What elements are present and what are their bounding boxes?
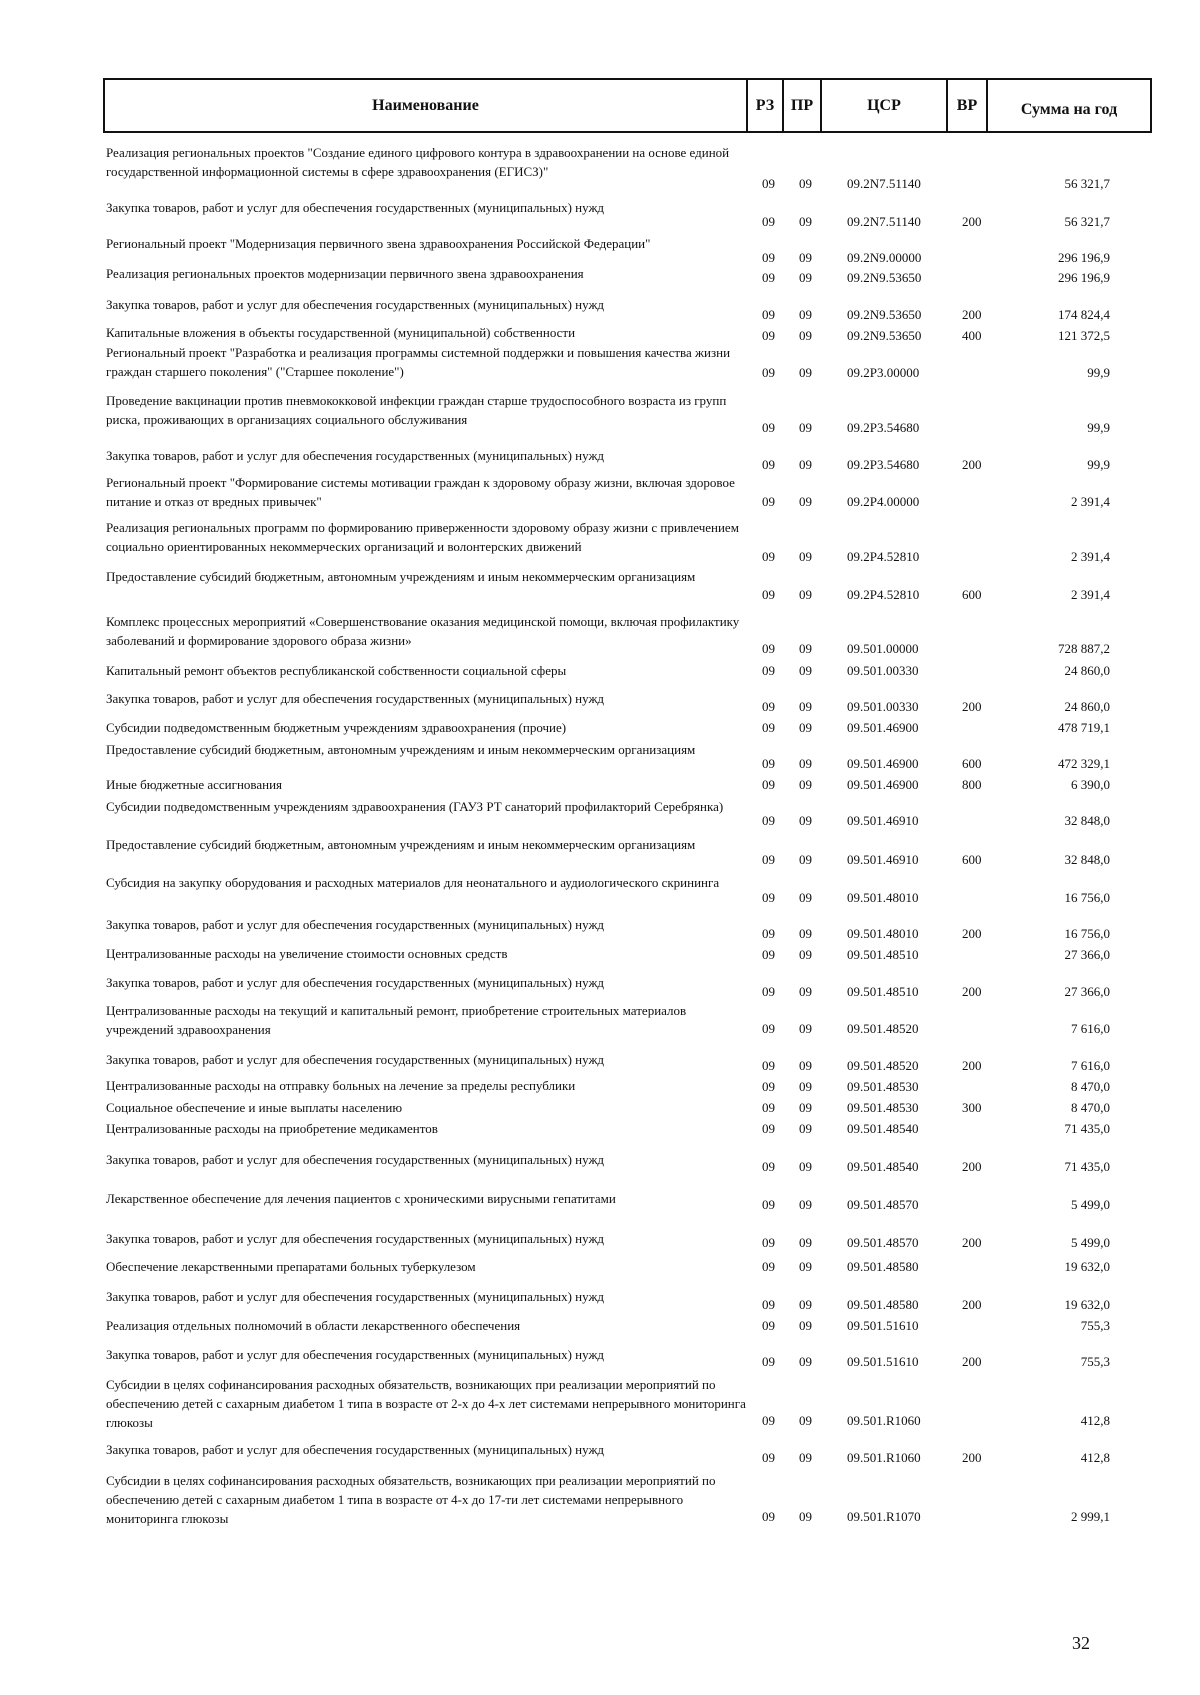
row-pr: 09	[799, 926, 812, 941]
row-name: Субсидии подведомственным учреждениям здравоохранения (ГАУЗ РТ санаторий профилакторий Серебрянка)	[106, 799, 724, 814]
row-name: Закупка товаров, работ и услуг для обеспечения государственных (муниципальных) нужд	[106, 1347, 605, 1362]
row-pr: 09	[799, 852, 812, 867]
row-sum: 99,9	[1087, 457, 1110, 472]
row-vr: 200	[962, 1058, 982, 1073]
row-pr: 09	[799, 328, 812, 343]
row-rz: 09	[762, 420, 775, 435]
row-sum: 6 390,0	[1071, 777, 1110, 792]
row-vr: 200	[962, 1297, 982, 1312]
row-pr: 09	[799, 270, 812, 285]
row-rz: 09	[762, 1509, 775, 1524]
row-pr: 09	[799, 890, 812, 905]
row-pr: 09	[799, 307, 812, 322]
row-name: Субсидии подведомственным бюджетным учреждениям здравоохранения (прочие)	[106, 720, 567, 735]
row-name: Иные бюджетные ассигнования	[106, 777, 283, 792]
row-csr: 09.2N9.53650	[847, 328, 922, 343]
row-pr: 09	[799, 1413, 812, 1428]
row-pr: 09	[799, 777, 812, 792]
row-sum: 5 499,0	[1071, 1235, 1110, 1250]
row-sum: 99,9	[1087, 420, 1110, 435]
page-number: 32	[1072, 1633, 1090, 1653]
row-sum: 755,3	[1080, 1354, 1110, 1369]
row-csr: 09.501.00330	[847, 663, 919, 678]
row-sum: 7 616,0	[1071, 1058, 1110, 1073]
row-rz: 09	[762, 777, 775, 792]
header-rz: РЗ	[748, 80, 784, 131]
header-sum: Сумма на год	[1020, 100, 1118, 118]
row-name: Региональный проект "Разработка и реализация программы системной поддержки и повышения качества жизни граждан старшего поколения" ("Старшее поколение")	[106, 345, 731, 379]
row-pr: 09	[799, 1318, 812, 1333]
row-vr: 200	[962, 699, 982, 714]
row-name: Закупка товаров, работ и услуг для обеспечения государственных (муниципальных) нужд	[106, 200, 605, 215]
row-rz: 09	[762, 720, 775, 735]
row-rz: 09	[762, 1297, 775, 1312]
row-csr: 09.501.48570	[847, 1197, 919, 1212]
row-rz: 09	[762, 1159, 775, 1174]
row-vr: 200	[962, 926, 982, 941]
row-sum: 412,8	[1080, 1413, 1110, 1428]
row-sum: 174 824,4	[1058, 307, 1110, 322]
row-sum: 2 391,4	[1071, 549, 1110, 564]
row-name: Закупка товаров, работ и услуг для обеспечения государственных (муниципальных) нужд	[106, 975, 605, 990]
header-pr: ПР	[784, 80, 822, 131]
row-sum: 121 372,5	[1058, 328, 1110, 343]
row-sum: 24 860,0	[1064, 699, 1110, 714]
row-pr: 09	[799, 1159, 812, 1174]
row-rz: 09	[762, 549, 775, 564]
row-pr: 09	[799, 756, 812, 771]
row-name: Капитальные вложения в объекты государственной (муниципальной) собственности	[106, 325, 576, 340]
row-rz: 09	[762, 1235, 775, 1250]
row-pr: 09	[799, 494, 812, 509]
row-rz: 09	[762, 947, 775, 962]
row-name: Централизованные расходы на увеличение стоимости основных средств	[106, 946, 508, 961]
row-sum: 56 321,7	[1064, 176, 1110, 191]
row-rz: 09	[762, 270, 775, 285]
row-name: Централизованные расходы на отправку больных на лечение за пределы республики	[106, 1078, 576, 1093]
row-name: Субсидия на закупку оборудования и расходных материалов для неонатального и аудиологического скрининга	[106, 875, 720, 890]
row-name: Проведение вакцинации против пневмококковой инфекции граждан старше трудоспособного возраста из групп риска, проживающих в организациях социального обслуживания	[106, 393, 727, 427]
row-csr: 09.501.48010	[847, 890, 919, 905]
row-sum: 19 632,0	[1064, 1259, 1110, 1274]
row-pr: 09	[799, 1509, 812, 1524]
row-csr: 09.501.00330	[847, 699, 919, 714]
row-pr: 09	[799, 1235, 812, 1250]
row-rz: 09	[762, 328, 775, 343]
row-pr: 09	[799, 1354, 812, 1369]
row-pr: 09	[799, 420, 812, 435]
row-csr: 09.2P4.52810	[847, 587, 920, 602]
row-vr: 200	[962, 984, 982, 999]
row-csr: 09.501.48570	[847, 1235, 919, 1250]
row-pr: 09	[799, 1197, 812, 1212]
row-pr: 09	[799, 641, 812, 656]
row-rz: 09	[762, 1197, 775, 1212]
row-sum: 2 999,1	[1071, 1509, 1110, 1524]
row-name: Закупка товаров, работ и услуг для обеспечения государственных (муниципальных) нужд	[106, 917, 605, 932]
row-csr: 09.501.48510	[847, 984, 919, 999]
row-vr: 200	[962, 214, 982, 229]
row-csr: 09.2P3.00000	[847, 365, 920, 380]
row-pr: 09	[799, 1450, 812, 1465]
row-pr: 09	[799, 813, 812, 828]
row-rz: 09	[762, 663, 775, 678]
row-csr: 09.501.48540	[847, 1159, 919, 1174]
row-sum: 8 470,0	[1071, 1100, 1110, 1115]
row-rz: 09	[762, 494, 775, 509]
row-csr: 09.2N7.51140	[847, 176, 921, 191]
row-pr: 09	[799, 984, 812, 999]
row-name: Реализация региональных проектов "Создание единого цифрового контура в здравоохранении на основе единой государственной информационной системы в сфере здравоохранения (ЕГИСЗ)"	[106, 145, 730, 179]
row-csr: 09.501.51610	[847, 1318, 919, 1333]
row-sum: 478 719,1	[1058, 720, 1110, 735]
row-vr: 600	[962, 756, 982, 771]
row-sum: 71 435,0	[1064, 1121, 1110, 1136]
row-rz: 09	[762, 1413, 775, 1428]
row-csr: 09.2N9.53650	[847, 307, 922, 322]
row-pr: 09	[799, 549, 812, 564]
row-rz: 09	[762, 756, 775, 771]
row-rz: 09	[762, 457, 775, 472]
row-csr: 09.2N9.53650	[847, 270, 922, 285]
row-rz: 09	[762, 984, 775, 999]
row-name: Предоставление субсидий бюджетным, автономным учреждениям и иным некоммерческим организациям	[106, 837, 696, 852]
row-pr: 09	[799, 1058, 812, 1073]
row-csr: 09.501.48530	[847, 1100, 919, 1115]
row-csr: 09.2P4.00000	[847, 494, 920, 509]
row-csr: 09.501.48530	[847, 1079, 919, 1094]
row-rz: 09	[762, 813, 775, 828]
row-pr: 09	[799, 250, 812, 265]
row-pr: 09	[799, 1297, 812, 1312]
row-sum: 99,9	[1087, 365, 1110, 380]
row-csr: 09.501.48540	[847, 1121, 919, 1136]
row-csr: 09.501.48510	[847, 947, 919, 962]
row-sum: 728 887,2	[1058, 641, 1110, 656]
row-csr: 09.501.46900	[847, 756, 919, 771]
row-name: Региональный проект "Модернизация первичного звена здравоохранения Российской Федерации"	[106, 236, 651, 251]
row-sum: 71 435,0	[1064, 1159, 1110, 1174]
row-rz: 09	[762, 1450, 775, 1465]
row-vr: 200	[962, 307, 982, 322]
row-rz: 09	[762, 1058, 775, 1073]
row-sum: 755,3	[1080, 1318, 1110, 1333]
row-csr: 09.501.46900	[847, 777, 919, 792]
row-name: Закупка товаров, работ и услуг для обеспечения государственных (муниципальных) нужд	[106, 1052, 605, 1067]
row-sum: 296 196,9	[1058, 270, 1110, 285]
row-pr: 09	[799, 1021, 812, 1036]
header-csr: ЦСР	[822, 80, 948, 131]
row-vr: 400	[962, 328, 982, 343]
row-sum: 32 848,0	[1064, 813, 1110, 828]
row-pr: 09	[799, 365, 812, 380]
row-rz: 09	[762, 587, 775, 602]
row-sum: 5 499,0	[1071, 1197, 1110, 1212]
row-name: Предоставление субсидий бюджетным, автономным учреждениям и иным некоммерческим организациям	[106, 742, 696, 757]
row-csr: 09.501.46910	[847, 813, 919, 828]
row-vr: 600	[962, 587, 982, 602]
row-name: Субсидии в целях софинансирования расходных обязательств, возникающих при реализации мероприятий по обеспечению детей с сахарным диабетом 1 типа в возрасте от 4-х до 17-ти лет системами непрерывного мониторинга глюкозы	[106, 1473, 716, 1526]
row-rz: 09	[762, 1079, 775, 1094]
row-pr: 09	[799, 457, 812, 472]
row-csr: 09.501.48010	[847, 926, 919, 941]
row-name: Централизованные расходы на текущий и капитальный ремонт, приобретение строительных материалов учреждений здравоохранения	[106, 1003, 687, 1037]
row-sum: 412,8	[1080, 1450, 1110, 1465]
row-rz: 09	[762, 1021, 775, 1036]
header-name: Наименование	[105, 80, 748, 131]
row-rz: 09	[762, 1354, 775, 1369]
row-csr: 09.2N9.00000	[847, 250, 922, 265]
row-rz: 09	[762, 250, 775, 265]
row-csr: 09.501.00000	[847, 641, 919, 656]
row-name: Обеспечение лекарственными препаратами больных туберкулезом	[106, 1259, 476, 1274]
row-sum: 8 470,0	[1071, 1079, 1110, 1094]
row-pr: 09	[799, 699, 812, 714]
row-csr: 09.501.48520	[847, 1021, 919, 1036]
row-pr: 09	[799, 176, 812, 191]
row-name: Предоставление субсидий бюджетным, автономным учреждениям и иным некоммерческим организациям	[106, 569, 696, 584]
row-sum: 27 366,0	[1064, 947, 1110, 962]
row-rz: 09	[762, 926, 775, 941]
row-name: Закупка товаров, работ и услуг для обеспечения государственных (муниципальных) нужд	[106, 297, 605, 312]
row-name: Закупка товаров, работ и услуг для обеспечения государственных (муниципальных) нужд	[106, 1152, 605, 1167]
row-rz: 09	[762, 176, 775, 191]
row-sum: 16 756,0	[1064, 926, 1110, 941]
row-vr: 800	[962, 777, 982, 792]
row-rz: 09	[762, 890, 775, 905]
row-rz: 09	[762, 641, 775, 656]
row-csr: 09.2P3.54680	[847, 420, 920, 435]
row-rz: 09	[762, 1259, 775, 1274]
row-name: Социальное обеспечение и иные выплаты населению	[106, 1100, 403, 1115]
row-name: Лекарственное обеспечение для лечения пациентов с хроническими вирусными гепатитами	[106, 1191, 616, 1206]
row-pr: 09	[799, 720, 812, 735]
row-name: Закупка товаров, работ и услуг для обеспечения государственных (муниципальных) нужд	[106, 691, 605, 706]
row-pr: 09	[799, 587, 812, 602]
row-csr: 09.501.R1060	[847, 1450, 921, 1465]
row-vr: 300	[962, 1100, 982, 1115]
row-sum: 19 632,0	[1064, 1297, 1110, 1312]
row-rz: 09	[762, 214, 775, 229]
row-pr: 09	[799, 1100, 812, 1115]
row-vr: 200	[962, 1159, 982, 1174]
row-rz: 09	[762, 1121, 775, 1136]
row-pr: 09	[799, 663, 812, 678]
row-pr: 09	[799, 1259, 812, 1274]
row-csr: 09.2P3.54680	[847, 457, 920, 472]
row-sum: 2 391,4	[1071, 494, 1110, 509]
row-pr: 09	[799, 1121, 812, 1136]
row-csr: 09.2P4.52810	[847, 549, 920, 564]
row-csr: 09.501.46910	[847, 852, 919, 867]
row-csr: 09.501.48580	[847, 1259, 919, 1274]
row-name: Реализация региональных проектов модернизации первичного звена здравоохранения	[106, 266, 584, 281]
row-pr: 09	[799, 1079, 812, 1094]
row-name: Реализация отдельных полномочий в области лекарственного обеспечения	[106, 1318, 521, 1333]
row-name: Региональный проект "Формирование системы мотивации граждан к здоровому образу жизни, включая здоровое питание и отказ от вредных привычек"	[106, 475, 735, 509]
row-csr: 09.501.46900	[847, 720, 919, 735]
row-name: Закупка товаров, работ и услуг для обеспечения государственных (муниципальных) нужд	[106, 448, 605, 463]
row-sum: 7 616,0	[1071, 1021, 1110, 1036]
row-csr: 09.2N7.51140	[847, 214, 921, 229]
row-pr: 09	[799, 214, 812, 229]
row-sum: 2 391,4	[1071, 587, 1110, 602]
row-csr: 09.501.51610	[847, 1354, 919, 1369]
row-vr: 200	[962, 1354, 982, 1369]
row-csr: 09.501.R1060	[847, 1413, 921, 1428]
row-vr: 200	[962, 1450, 982, 1465]
row-sum: 296 196,9	[1058, 250, 1110, 265]
row-name: Закупка товаров, работ и услуг для обеспечения государственных (муниципальных) нужд	[106, 1442, 605, 1457]
row-name: Закупка товаров, работ и услуг для обеспечения государственных (муниципальных) нужд	[106, 1289, 605, 1304]
row-vr: 200	[962, 1235, 982, 1250]
row-sum: 27 366,0	[1064, 984, 1110, 999]
row-name: Комплекс процессных мероприятий «Совершенствование оказания медицинской помощи, включая профилактику заболеваний и формирование здорового образа жизни»	[106, 614, 740, 648]
row-name: Централизованные расходы на приобретение медикаментов	[106, 1121, 438, 1136]
row-name: Субсидии в целях софинансирования расходных обязательств, возникающих при реализации мероприятий по обеспечению детей с сахарным диабетом 1 типа в возрасте от 2-х до 4-х лет системами непрерывного мониторинга глюкозы	[106, 1377, 746, 1430]
row-rz: 09	[762, 852, 775, 867]
row-sum: 472 329,1	[1058, 756, 1110, 771]
row-name: Реализация региональных программ по формированию приверженности здоровому образу жизни с привлечением социально ориентированных некоммерческих организаций и волонтерских движений	[106, 520, 739, 554]
row-rz: 09	[762, 307, 775, 322]
row-sum: 56 321,7	[1064, 214, 1110, 229]
row-rz: 09	[762, 1318, 775, 1333]
row-csr: 09.501.48520	[847, 1058, 919, 1073]
row-rz: 09	[762, 699, 775, 714]
row-csr: 09.501.R1070	[847, 1509, 921, 1524]
row-name: Закупка товаров, работ и услуг для обеспечения государственных (муниципальных) нужд	[106, 1231, 605, 1246]
header-vr: ВР	[948, 80, 988, 131]
row-csr: 09.501.48580	[847, 1297, 919, 1312]
row-sum: 32 848,0	[1064, 852, 1110, 867]
row-sum: 16 756,0	[1064, 890, 1110, 905]
row-rz: 09	[762, 1100, 775, 1115]
row-rz: 09	[762, 365, 775, 380]
row-sum: 24 860,0	[1064, 663, 1110, 678]
row-vr: 200	[962, 457, 982, 472]
row-vr: 600	[962, 852, 982, 867]
row-pr: 09	[799, 947, 812, 962]
row-name: Капитальный ремонт объектов республиканской собственности социальной сферы	[106, 663, 567, 678]
